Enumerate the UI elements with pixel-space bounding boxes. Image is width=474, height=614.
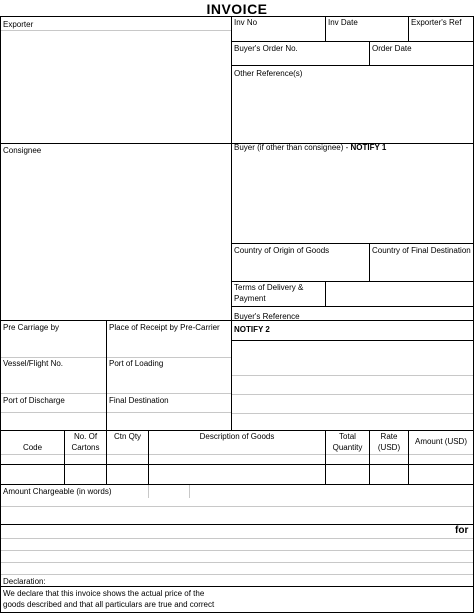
total-header: Total xyxy=(339,432,356,441)
code-header: Code xyxy=(22,443,43,452)
order-date-label: Order Date xyxy=(372,44,412,53)
notify-1-label: NOTIFY 1 xyxy=(350,143,387,152)
notify-2-label: NOTIFY 2 xyxy=(234,325,270,334)
invoice-title: INVOICE xyxy=(206,1,268,17)
place-of-receipt-label: Place of Receipt by Pre-Carrier xyxy=(109,323,220,332)
quantity-header: Quantity xyxy=(332,443,363,452)
description-header: Description of Goods xyxy=(199,432,275,441)
buyer-notify-label xyxy=(234,143,386,153)
ctn-qty-header: Ctn Qty xyxy=(113,432,142,441)
buyers-order-no-label: Buyer's Order No. xyxy=(234,44,298,53)
amount-header: Amount (USD) xyxy=(414,437,467,446)
no-of-header: No. Of xyxy=(73,432,98,441)
exporters-ref-label: Exporter's Ref xyxy=(411,18,462,27)
declaration-line1: We declare that this invoice shows the actual price of the xyxy=(3,589,205,598)
inv-no-label: Inv No xyxy=(234,18,258,27)
declaration-title: Declaration: xyxy=(3,577,46,586)
terms-line1: Terms of Delivery & xyxy=(234,283,304,292)
rate-header: Rate xyxy=(380,432,398,441)
port-of-discharge-label: Port of Discharge xyxy=(3,396,65,405)
cartons-header: Cartons xyxy=(71,443,100,452)
declaration-line2: goods described and that all particulars are true and correct xyxy=(3,600,215,609)
buyer-label-text: Buyer (if other than consignee) - xyxy=(234,143,351,152)
rate-usd-header: (USD) xyxy=(377,443,401,452)
buyers-reference-label: Buyer's Reference xyxy=(234,312,300,321)
pre-carriage-label: Pre Carriage by xyxy=(3,323,60,332)
port-of-loading-label: Port of Loading xyxy=(109,359,164,368)
terms-line2: Payment xyxy=(234,294,266,303)
final-destination-label: Final Destination xyxy=(109,396,169,405)
other-references-label: Other Reference(s) xyxy=(234,69,303,78)
for-label: for xyxy=(455,525,469,536)
consignee-label: Consignee xyxy=(3,146,42,155)
vessel-flight-label: Vessel/Flight No. xyxy=(3,359,64,368)
country-destination-label: Country of Final Destination xyxy=(372,246,471,255)
country-origin-label: Country of Origin of Goods xyxy=(234,246,330,255)
exporter-label: Exporter xyxy=(3,20,34,29)
amount-chargeable-label: Amount Chargeable (in words) xyxy=(3,487,112,496)
inv-date-label: Inv Date xyxy=(328,18,358,27)
